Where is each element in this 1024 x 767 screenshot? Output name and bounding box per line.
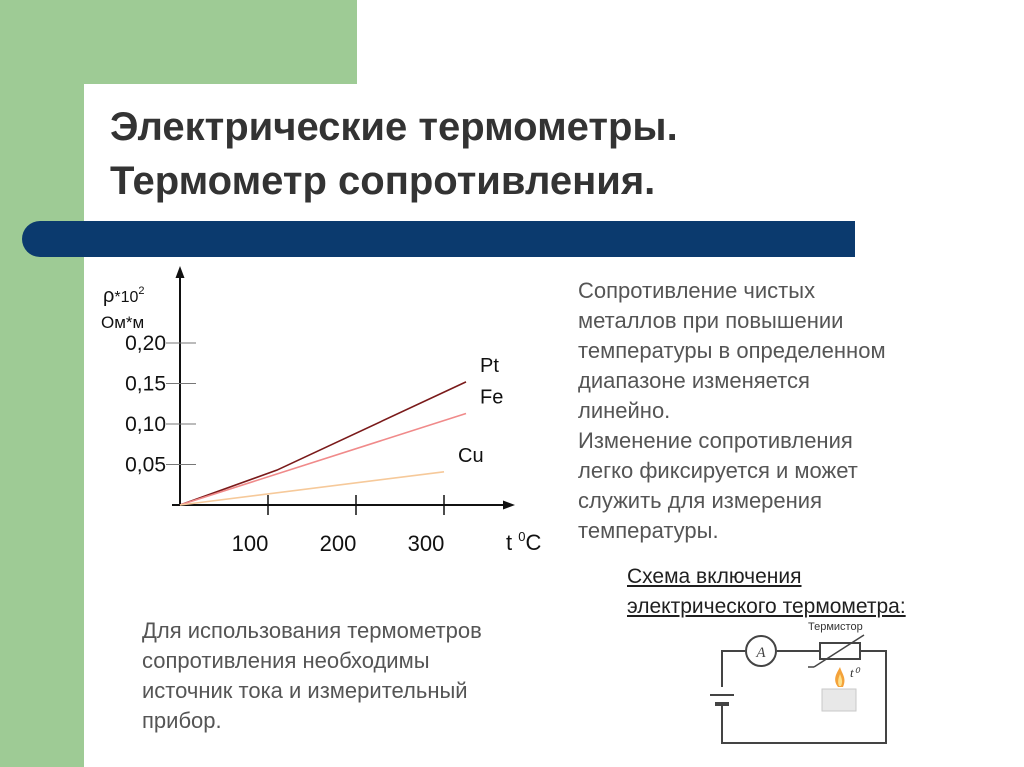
description-line: Сопротивление чистых	[578, 278, 816, 303]
y-tick-label: 0,20	[125, 332, 166, 355]
description-line: диапазоне изменяется	[578, 368, 810, 393]
ammeter-icon	[746, 636, 776, 666]
x-axis-arrow	[503, 501, 515, 510]
x-tick-label: 300	[407, 531, 445, 556]
svg-text:A: A	[756, 645, 766, 661]
schema-caption	[627, 562, 906, 622]
schema-caption-line-1: Схема включения	[627, 565, 802, 588]
thermometer-circuit-diagram	[700, 615, 900, 750]
requirements-line: сопротивления необходимы	[142, 648, 430, 673]
description-line: температуры в определенном	[578, 338, 886, 363]
y-axis-arrow	[176, 266, 185, 278]
y-axis-unit: Ом*м	[101, 313, 145, 332]
requirements-text	[142, 616, 482, 736]
x-tick-label: 200	[319, 531, 357, 556]
x-axis-label: t $^0$C	[506, 529, 542, 555]
resistance-temperature-chart	[0, 0, 560, 580]
description-line: Изменение сопротивления	[578, 428, 853, 453]
temperature-label: t⁰	[850, 665, 859, 680]
title-line-1: Электрические термометры.	[110, 105, 678, 149]
series-label-pt: Pt	[480, 354, 499, 377]
chart-axes	[172, 266, 515, 510]
chart-series	[180, 355, 503, 505]
schema-caption-line-2: электрического термометра:	[627, 595, 906, 618]
title-line-2: Термометр сопротивления.	[110, 159, 656, 203]
y-tick-label: 0,15	[125, 372, 166, 396]
series-label-fe: Fe	[480, 386, 504, 409]
x-tick-label: 100	[231, 531, 269, 556]
description-line: служить для измерения	[578, 488, 822, 513]
series-line-fe	[180, 413, 466, 505]
requirements-line: Для использования термометров	[142, 618, 482, 643]
description-line: температуры.	[578, 518, 719, 543]
chart-ticks	[125, 332, 444, 556]
y-tick-label: 0,05	[125, 453, 166, 477]
y-axis-label: $\rho*10^2$	[103, 285, 145, 307]
thermistor-label: Термистор	[808, 621, 863, 633]
description-line: легко фиксируется и может	[578, 458, 858, 483]
circuit-wire	[722, 651, 886, 743]
description-text	[578, 276, 886, 546]
description-line: линейно.	[578, 398, 671, 423]
y-tick-label: 0,10	[125, 413, 166, 436]
series-line-cu	[180, 472, 444, 505]
battery-icon	[710, 695, 734, 713]
series-label-cu: Cu	[458, 444, 484, 467]
requirements-line: источник тока и измерительный	[142, 678, 468, 703]
description-line: металлов при повышении	[578, 308, 844, 333]
requirements-line: прибор.	[142, 708, 222, 733]
circuit-wire	[722, 651, 745, 687]
